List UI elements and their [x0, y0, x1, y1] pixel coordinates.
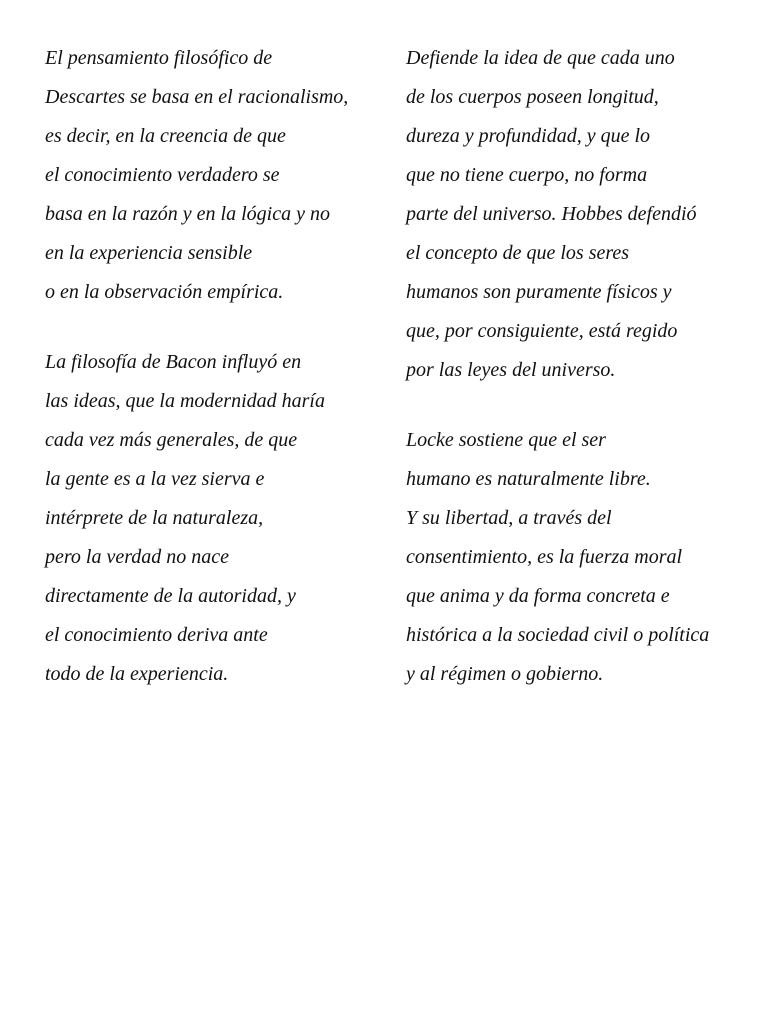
text-line: humano es naturalmente libre.: [406, 468, 651, 490]
text-line: intérprete de la naturaleza,: [45, 507, 264, 529]
text-line: consentimiento, es la fuerza moral: [406, 546, 683, 568]
text-line: basa en la razón y en la lógica y no: [45, 203, 330, 225]
text-line: Defiende la idea de que cada uno: [406, 47, 675, 69]
text-line: Locke sostiene que el ser: [406, 429, 606, 451]
paragraph-bacon: [45, 348, 375, 689]
text-line: cada vez más generales, de que: [45, 429, 298, 451]
text-line: Descartes se basa en el racionalismo,: [45, 86, 349, 108]
text-line: el conocimiento deriva ante: [45, 624, 268, 646]
text-line: la gente es a la vez sierva e: [45, 468, 265, 490]
right-column: [406, 44, 746, 730]
text-line: y al régimen o gobierno.: [406, 663, 604, 685]
text-line: que anima y da forma concreta e: [406, 585, 670, 607]
text-line: que no tiene cuerpo, no forma: [406, 164, 648, 186]
text-line: parte del universo. Hobbes defendió: [406, 203, 697, 225]
text-line: todo de la experiencia.: [45, 663, 229, 685]
text-line: humanos son puramente físicos y: [406, 281, 672, 303]
text-line: histórica a la sociedad civil o política: [406, 624, 710, 646]
paragraph-hobbes: [406, 44, 746, 385]
text-line: por las leyes del universo.: [406, 359, 616, 381]
left-column: [45, 44, 375, 730]
text-line: El pensamiento filosófico de: [45, 47, 273, 69]
text-line: en la experiencia sensible: [45, 242, 253, 264]
text-line: directamente de la autoridad, y: [45, 585, 296, 607]
text-line: dureza y profundidad, y que lo: [406, 125, 651, 147]
text-line: pero la verdad no nace: [45, 546, 230, 568]
text-line: que, por consiguiente, está regido: [406, 320, 678, 342]
paragraph-descartes: [45, 44, 375, 307]
text-line: el conocimiento verdadero se: [45, 164, 280, 186]
text-line: es decir, en la creencia de que: [45, 125, 286, 147]
text-line: de los cuerpos poseen longitud,: [406, 86, 659, 108]
paragraph-locke: [406, 426, 746, 689]
text-line: el concepto de que los seres: [406, 242, 630, 264]
text-line: Y su libertad, a través del: [406, 507, 612, 529]
text-line: las ideas, que la modernidad haría: [45, 390, 325, 412]
text-line: La filosofía de Bacon influyó en: [45, 351, 302, 373]
text-line: o en la observación empírica.: [45, 281, 284, 303]
